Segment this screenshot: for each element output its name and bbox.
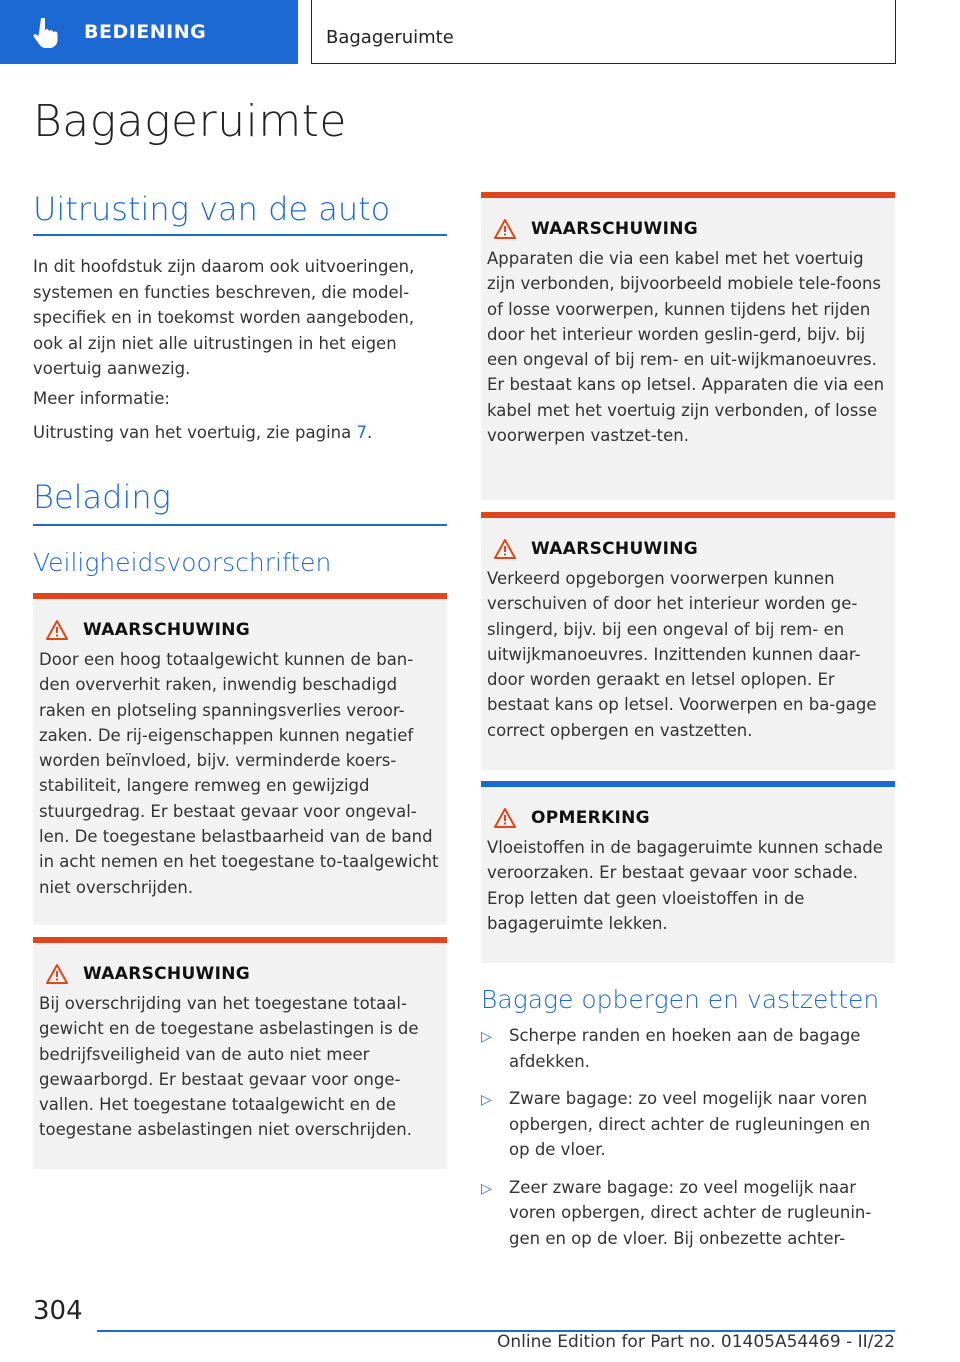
- warning-header: [487, 218, 887, 240]
- warning-box-3: [481, 192, 895, 500]
- warning-text: Bij overschrijding van het toegestane totaal-gewicht en de toegestane asbelastingen is de bedrijfsveiligheid van de auto niet meer gewaarborgd. Er bestaat gevaar voor onge-vallen. Het toegestane totaalgewicht en de toegestane asbelastingen niet overschrijden.: [39, 994, 419, 1140]
- warning-label: WAARSCHUWING: [531, 219, 699, 239]
- warning-triangle-icon: [493, 538, 517, 560]
- reference-paragraph: Uitrusting van het voertuig, zie pagina 7.: [33, 423, 373, 442]
- warning-box-1: [33, 593, 447, 925]
- edition-text: Online Edition for Part no. 01405A54469 - II/22: [496, 1332, 895, 1352]
- warning-header: [39, 963, 439, 985]
- warning-label: WAARSCHUWING: [531, 539, 699, 559]
- warning-box-2: [33, 937, 447, 1169]
- triangle-bullet-icon: ▷: [481, 1029, 492, 1045]
- more-info-label: Meer informatie:: [33, 389, 170, 408]
- page-link[interactable]: 7: [356, 423, 367, 442]
- heading-equipment: Uitrusting van de auto: [33, 190, 391, 228]
- note-label: OPMERKING: [531, 808, 650, 828]
- warning-label: WAARSCHUWING: [83, 964, 251, 984]
- triangle-bullet-icon: ▷: [481, 1092, 492, 1108]
- warning-box-4: [481, 512, 895, 770]
- heading-loading: Belading: [33, 478, 171, 516]
- note-box: [481, 781, 895, 963]
- list-item: ▷ Scherpe randen en hoeken aan de bagage afdekken.: [481, 1026, 861, 1071]
- warning-text: Verkeerd opgeborgen voorwerpen kunnen verschuiven of door het interieur worden ge-slingerd, bijv. bij een ongeval of bij rem- en uitwijkmanoeuvres. Inzittenden kunnen daar-door worden geraakt en letsel oplopen. Er bestaat kans op letsel. Voorwerpen en ba-gage correct opbergen en vastzetten.: [487, 569, 877, 740]
- chapter-label: Bagageruimte: [326, 27, 454, 48]
- chapter-header: [311, 0, 896, 64]
- section-label: BEDIENING: [84, 21, 207, 43]
- page-number: 304: [33, 1296, 83, 1326]
- warning-text: Apparaten die via een kabel met het voertuig zijn verbonden, bijvoorbeeld mobiele tele-foons of losse voorwerpen, kunnen tijdens het rijden door het interieur worden geslin-gerd, bijv. bij een ongeval of bij rem- en uit-wijkmanoeuvres. Er bestaat kans op letsel. Apparaten die via een kabel met het voertuig zijn verbonden, of losse voorwerpen vastzet-ten.: [487, 249, 885, 446]
- list-item: ▷ Zware bagage: zo veel mogelijk naar voren opbergen, direct achter de rugleuningen en op de vloer.: [481, 1089, 871, 1159]
- warning-header: [39, 619, 439, 641]
- warning-header: [487, 538, 887, 560]
- section-tab[interactable]: [0, 0, 298, 64]
- intro-paragraph: In dit hoofdstuk zijn daarom ook uitvoeringen, systemen en functies beschreven, die model-specifiek en in toekomst worden aangeboden, ook al zijn niet alle uitrustingen in het eigen voertuig aanwezig.: [33, 257, 415, 378]
- warning-triangle-icon: [45, 963, 69, 985]
- heading-rule: [33, 524, 447, 526]
- note-triangle-icon: [493, 807, 517, 829]
- stow-list: [481, 1023, 895, 1263]
- warning-triangle-icon: [493, 218, 517, 240]
- triangle-bullet-icon: ▷: [481, 1180, 492, 1197]
- warning-label: WAARSCHUWING: [83, 620, 251, 640]
- heading-stow: Bagage opbergen en vastzetten: [481, 985, 880, 1014]
- heading-rule: [33, 234, 447, 236]
- note-text: Vloeistoffen in de bagageruimte kunnen schade veroorzaken. Er bestaat gevaar voor schade. Erop letten dat geen vloeistoffen in de bagageruimte lekken.: [487, 838, 883, 933]
- hand-pointer-icon: [28, 14, 64, 50]
- list-item: ▷ Zeer zware bagage: zo veel mogelijk naar voren opbergen, direct achter de rugleunin-gen en op de vloer. Bij onbezette achter-: [481, 1177, 872, 1248]
- note-header: [487, 807, 887, 829]
- warning-text: Door een hoog totaalgewicht kunnen de ban-den oververhit raken, inwendig beschadigd raken en plotseling spanningsverlies veroor-zaken. De rij-eigenschappen kunnen negatief worden beïnvloed, bijv. verminderde koers-stabiliteit, langere remweg en gewijzigd stuurgedrag. Er bestaat gevaar voor ongeval-len. De toegestane belastbaarheid van de band in acht nemen en het toegestane to-taalgewicht niet overschrijden.: [39, 650, 439, 897]
- warning-triangle-icon: [45, 619, 69, 641]
- page-title: Bagageruimte: [33, 96, 347, 147]
- heading-safety: Veiligheidsvoorschriften: [33, 548, 332, 577]
